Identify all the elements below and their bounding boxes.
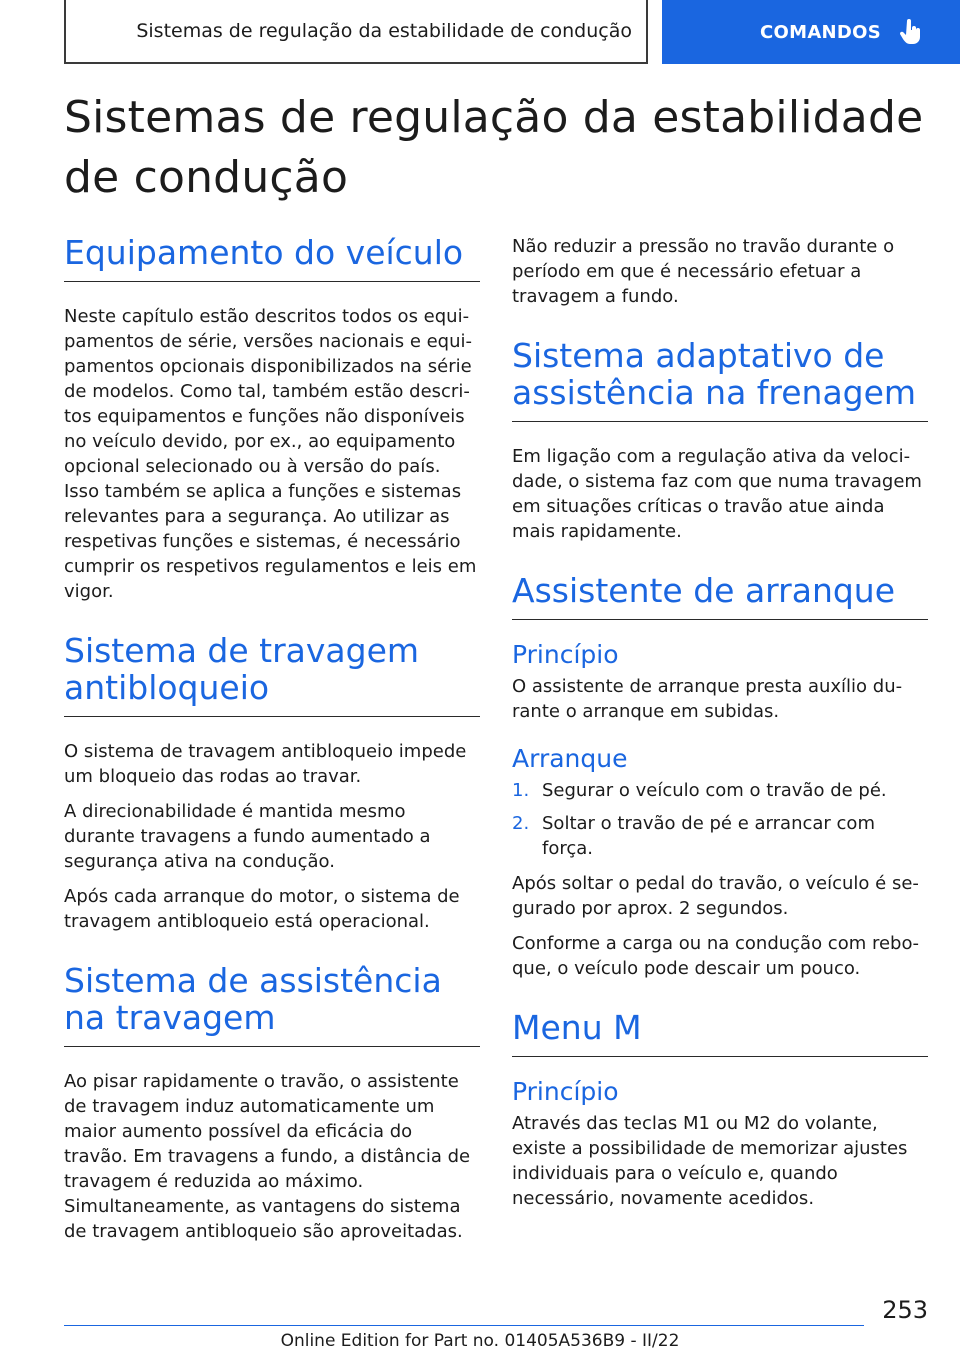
paragraph-principio-arranque: O assistente de arranque presta auxílio durante o arranque em subidas. xyxy=(512,676,903,722)
page-number: 253 xyxy=(882,1296,928,1324)
heading-antibloqueio: Sistema de travagem antibloqueio xyxy=(64,632,480,717)
chapter-label: Sistemas de regulação da estabilidade de condução xyxy=(136,20,632,42)
hand-pointer-icon xyxy=(899,19,923,45)
paragraph-continued: Não reduzir a pressão no travão durante o período em que é necessário efetuar a travagem a fundo. xyxy=(512,236,895,307)
step-text: Soltar o travão de pé e arrancar com força. xyxy=(542,813,875,859)
paragraph-antibloqueio-1: O sistema de travagem antibloqueio impede um bloqueio das rodas ao travar. xyxy=(64,741,467,787)
right-column xyxy=(512,234,928,1221)
section-label: COMANDOS xyxy=(760,21,882,43)
paragraph-antibloqueio-3: Após cada arranque do motor, o sistema de travagem antibloqueio está operacional. xyxy=(64,886,460,932)
heading-menu-m: Menu M xyxy=(512,1009,928,1057)
paragraph-adaptativo: Em ligação com a regulação ativa da velocidade, o sistema faz com que numa travagem em situações críticas o travão atue ainda mais rapidamente. xyxy=(512,446,922,542)
steps-list xyxy=(512,778,928,861)
header-chapter-title xyxy=(64,0,648,64)
heading-adaptativo: Sistema adaptativo de assistência na frenagem xyxy=(512,337,928,422)
footer-edition: Online Edition for Part no. 01405A536B9 - II/22 xyxy=(280,1331,680,1351)
paragraph-equipamento: Neste capítulo estão descritos todos os equipamentos de série, versões nacionais e equipamentos opcionais disponibilizados na série de modelos. Como tal, também estão descritos equipamentos e funções não disponíveis no veículo devido, por ex., ao equipamento opcional selecionado ou à versão do país. Isso também se aplica a funções e sistemas relevantes para a segurança. Ao utilizar as respetivas funções e sistemas, é necessário cumprir os respetivos regulamentos e leis em vigor. xyxy=(64,306,477,602)
paragraph-arranque-1: Após soltar o pedal do travão, o veículo é segurado por aprox. 2 segundos. xyxy=(512,873,919,919)
footer-divider xyxy=(64,1325,864,1326)
list-item xyxy=(512,811,928,861)
page-title: Sistemas de regulação da estabilidade de condução xyxy=(64,92,924,203)
heading-assistente-arranque: Assistente de arranque xyxy=(512,572,928,620)
paragraph-principio-menu-m: Através das teclas M1 ou M2 do volante, existe a possibilidade de memorizar ajustes individuais para o veículo e, quando necessário, novamente acedidos. xyxy=(512,1113,908,1209)
step-text: Segurar o veículo com o travão de pé. xyxy=(542,780,887,801)
paragraph-assistencia: Ao pisar rapidamente o travão, o assistente de travagem induz automaticamente um maior aumento possível da eficácia do travão. Em travagens a fundo, a distância de travagem é reduzida ao máximo. Simultaneamente, as vantagens do sistema de travagem antibloqueio são aproveitadas. xyxy=(64,1071,471,1242)
paragraph-antibloqueio-2: A direcionabilidade é mantida mesmo durante travagens a fundo aumentado a segurança ativa na condução. xyxy=(64,801,431,872)
subheading-arranque: Arranque xyxy=(512,744,628,773)
step-number: 2. xyxy=(512,813,530,834)
heading-equipamento: Equipamento do veículo xyxy=(64,234,480,282)
subheading-principio-menu-m: Princípio xyxy=(512,1077,619,1106)
header-section-tab[interactable] xyxy=(662,0,960,64)
paragraph-arranque-2: Conforme a carga ou na condução com reboque, o veículo pode descair um pouco. xyxy=(512,933,919,979)
step-number: 1. xyxy=(512,780,530,801)
left-column xyxy=(64,234,480,1254)
heading-assistencia: Sistema de assistência na travagem xyxy=(64,962,480,1047)
subheading-principio-arranque: Princípio xyxy=(512,640,619,669)
list-item xyxy=(512,778,928,803)
